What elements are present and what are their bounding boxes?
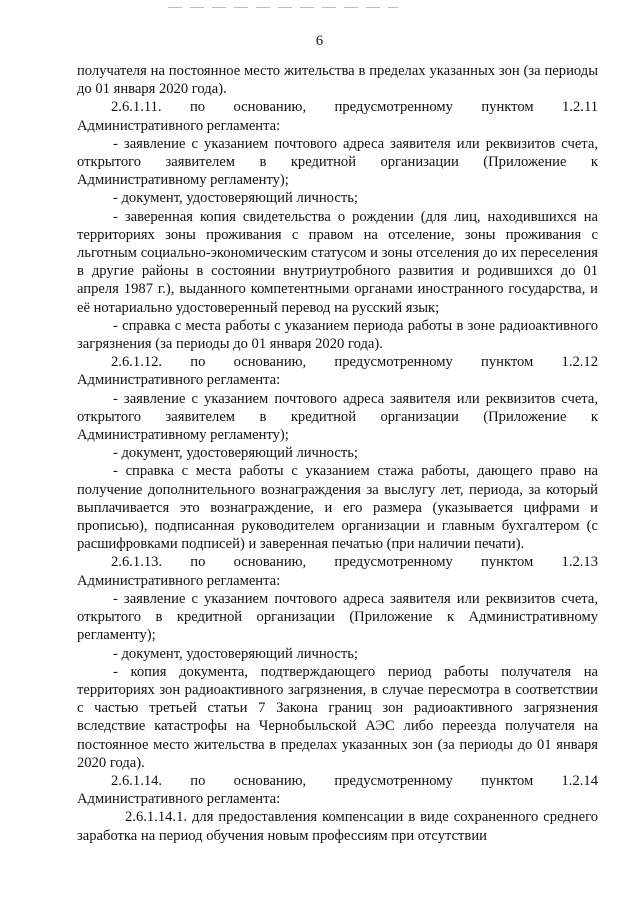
page-number: 6 xyxy=(315,33,324,49)
paragraph: Административного регламента: xyxy=(77,372,281,389)
section-heading-2-6-1-14: 2.6.1.14. по основанию, предусмотренному пунктом 1.2.14 xyxy=(111,772,598,789)
list-item: - заявление с указанием почтового адреса заявителя или реквизитов счета, открытого заявителем в кредитной организации (Приложение к Административному регламенту); xyxy=(77,390,598,444)
list-item: - копия документа, подтверждающего период работы получателя на территориях зон радиоактивного загрязнения, в случае пересмотра в соответствии с частью третьей статьи 7 Закона границ зон радиоактивного загрязнения вследствие катастрофы на Чернобыльской АЭС либо переезда получателя на постоянное место жительства в пределах указанных зон (за периоды до 01 января 2020 года). xyxy=(77,663,598,771)
section-heading-2-6-1-11: 2.6.1.11. по основанию, предусмотренному пунктом 1.2.11 xyxy=(111,99,598,116)
list-item: - справка с места работы с указанием периода работы в зоне радиоактивного загрязнения (за периоды до 01 января 2020 года). xyxy=(77,317,598,353)
list-item: - заявление с указанием почтового адреса заявителя или реквизитов счета, открытого заявителем в кредитной организации (Приложение к Административному регламенту); xyxy=(77,135,598,189)
paragraph: Административного регламента: xyxy=(77,117,281,134)
list-item: - справка с места работы с указанием стажа работы, дающего право на получение дополнительного вознаграждения за выслугу лет, периода, за который выплачивается это вознаграждение, и его размера (указывается цифрами и прописью), подписанная руководителем организации и главным бухгалтером (с расшифровками подписей) и заверенная печатью (при наличии печати). xyxy=(77,463,598,553)
list-item: - заверенная копия свидетельства о рождении (для лиц, находившихся на территориях зоны проживания с правом на отселение, зоны проживания с льготным социально-экономическим статусом и зоны отселения до их переселения в другие районы в состоянии внутриутробного развития и родившихся до 01 апреля 1987 г.), выданного компетентными органами иностранного государства, и её нотариально удостоверенный перевод на русский язык; xyxy=(77,208,598,316)
paragraph: Административного регламента: xyxy=(77,572,281,589)
list-item: - заявление с указанием почтового адреса заявителя или реквизитов счета, открытого в кредитной организации (Приложение к Административному регламенту); xyxy=(77,590,598,644)
list-item: - документ, удостоверяющий личность; xyxy=(113,445,358,462)
list-item: - документ, удостоверяющий личность; xyxy=(113,190,358,207)
paragraph: получателя на постоянное место жительства в пределах указанных зон (за периоды до 01 января 2020 года). xyxy=(77,63,598,98)
list-item: - документ, удостоверяющий личность; xyxy=(113,645,358,662)
document-body xyxy=(77,62,598,845)
section-heading-2-6-1-12: 2.6.1.12. по основанию, предусмотренному пунктом 1.2.12 xyxy=(111,354,598,371)
subsection-paragraph: 2.6.1.14.1. для предоставления компенсации в виде сохраненного среднего заработка на период обучения новым профессиям при отсутствии xyxy=(77,809,598,844)
scan-edge-line xyxy=(168,7,398,8)
section-heading-2-6-1-13: 2.6.1.13. по основанию, предусмотренному пунктом 1.2.13 xyxy=(111,554,598,571)
paragraph: Административного регламента: xyxy=(77,791,281,808)
